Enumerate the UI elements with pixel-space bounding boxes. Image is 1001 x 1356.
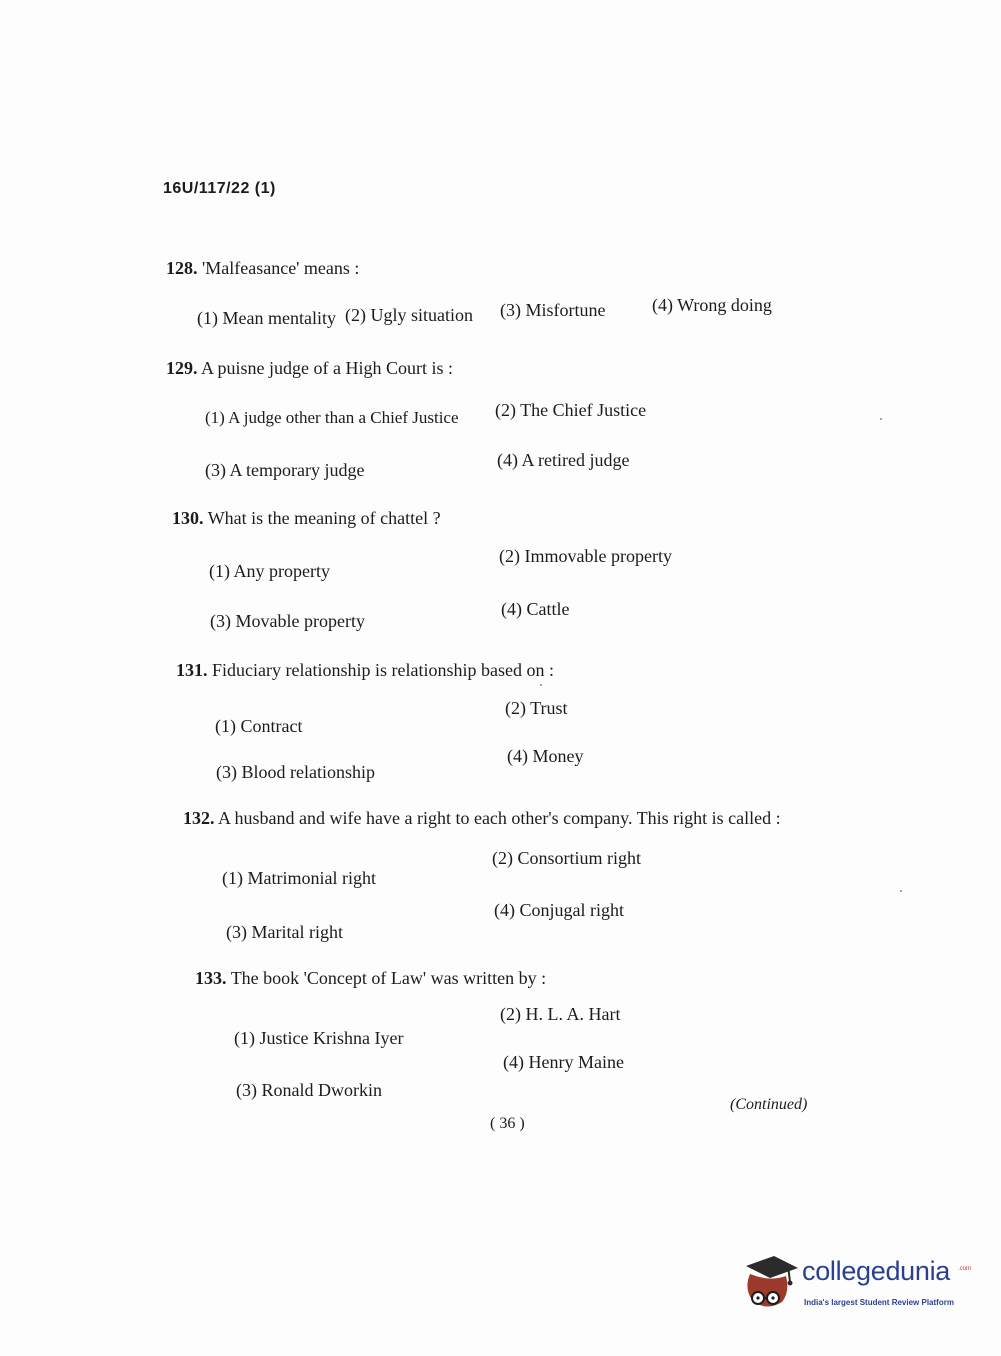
option: (2) The Chief Justice (495, 400, 647, 420)
option: (1) Justice Krishna Iyer (234, 1028, 404, 1048)
scan-speck (900, 890, 902, 892)
option: (3) Marital right (226, 922, 343, 942)
option: (4) Money (507, 746, 584, 766)
option: (2) Immovable property (499, 546, 672, 566)
option: (3) Misfortune (500, 300, 606, 320)
option: (1) Any property (209, 561, 330, 581)
option: (4) A retired judge (497, 450, 630, 470)
collegedunia-watermark (740, 1252, 970, 1314)
question-number: 128. (166, 258, 198, 278)
question-text: The book 'Concept of Law' was written by : (230, 968, 547, 988)
option: (4) Cattle (501, 599, 570, 619)
option: (2) H. L. A. Hart (500, 1004, 621, 1024)
mascot-logo-icon (740, 1252, 800, 1314)
question-129 (166, 358, 453, 379)
option: (3) Ronald Dworkin (236, 1080, 382, 1100)
option: (4) Henry Maine (503, 1052, 624, 1072)
question-text: What is the meaning of chattel ? (207, 508, 441, 528)
brand-tagline: India's largest Student Review Platform (804, 1298, 954, 1307)
brand-name: collegedunia (802, 1256, 951, 1286)
scan-speck (540, 684, 542, 686)
question-133 (195, 968, 546, 989)
question-text: A husband and wife have a right to each other's company. This right is called : (218, 808, 781, 828)
question-text: Fiduciary relationship is relationship based on : (212, 660, 554, 680)
continued-label: (Continued) (730, 1096, 808, 1113)
question-number: 133. (195, 968, 227, 988)
option: (1) Matrimonial right (222, 868, 376, 888)
question-130 (172, 508, 441, 529)
option: (2) Trust (505, 698, 568, 718)
question-128 (166, 258, 359, 279)
question-number: 131. (176, 660, 208, 680)
option: (2) Ugly situation (345, 305, 473, 325)
option: (4) Wrong doing (652, 295, 772, 315)
option: (1) A judge other than a Chief Justice (205, 408, 459, 427)
page-number: ( 36 ) (490, 1115, 525, 1132)
option: (3) Movable property (210, 611, 365, 631)
question-number: 129. (166, 358, 198, 378)
scan-speck (880, 418, 882, 420)
question-number: 130. (172, 508, 204, 528)
option: (1) Contract (215, 716, 303, 736)
question-132 (183, 808, 781, 829)
option: (4) Conjugal right (494, 900, 624, 920)
option: (3) A temporary judge (205, 460, 365, 480)
question-text: 'Malfeasance' means : (202, 258, 360, 278)
question-text: A puisne judge of a High Court is : (201, 358, 453, 378)
brand-suffix: .com (958, 1266, 972, 1272)
question-131 (176, 660, 554, 681)
paper-code: 16U/117/22 (1) (163, 180, 276, 197)
option: (2) Consortium right (492, 848, 641, 868)
option: (1) Mean mentality (197, 308, 336, 328)
option: (3) Blood relationship (216, 762, 375, 782)
question-number: 132. (183, 808, 215, 828)
